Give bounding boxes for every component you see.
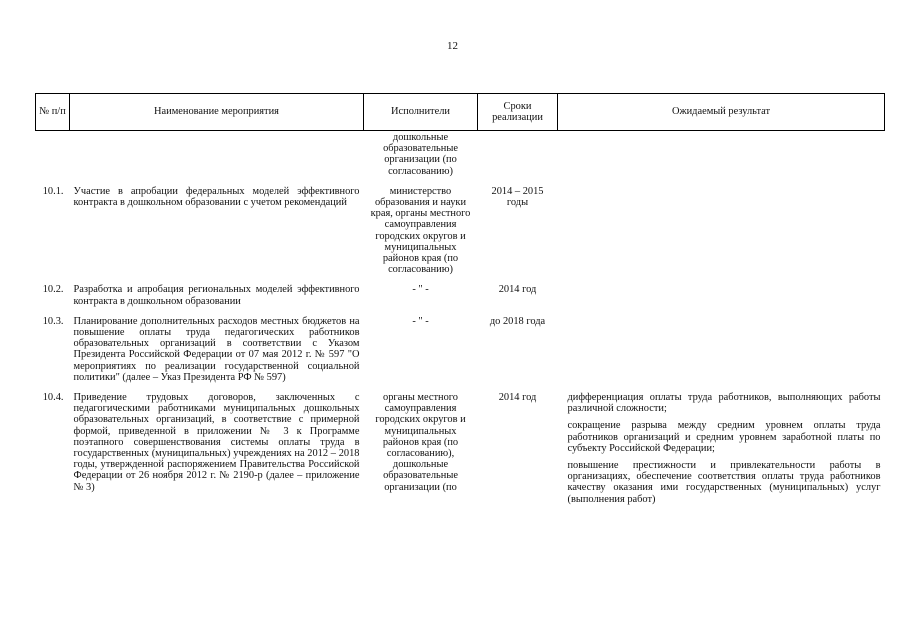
table-row	[36, 383, 885, 511]
row-measure-name: Разработка и апробация региональных моделей эффективного контракта в дошкольном образовании	[73, 284, 360, 307]
header-no: № п/п	[36, 94, 70, 131]
continuation-executors: дошкольные образовательные организации (по согласованию)	[383, 132, 458, 177]
row-number: 10.2.	[42, 284, 64, 296]
row-number: 10.4.	[42, 392, 64, 404]
header-result: Ожидаемый результат	[558, 94, 885, 131]
table-header-row	[36, 94, 885, 131]
row-results	[558, 383, 885, 511]
result-item: дифференциация оплаты труда работников, выполняющих работы различной сложности;	[567, 392, 881, 415]
table-row	[36, 177, 885, 276]
header-terms: Сроки реализации	[478, 94, 558, 131]
row-number: 10.1.	[42, 185, 64, 197]
result-item: сокращение разрыва между средним уровнем оплаты труда работников организаций и средним уровнем заработной платы по субъекту Российской Федерации;	[567, 420, 881, 454]
row-executors: - " -	[412, 315, 429, 327]
row-terms: 2014 – 2015 годы	[491, 185, 544, 209]
continuation-row	[36, 131, 885, 177]
row-executors: - " -	[412, 284, 429, 296]
row-measure-name: Приведение трудовых договоров, заключенных с педагогическими работниками муниципальных дошкольных образовательных организаций, в соответствие с примерной формой, приведенной в приложении № 3 к Программе поэтапного совершенствования системы оплаты труда в государственных (муниципальных) учреждениях на 2012 – 2018 годы, утвержденной распоряжением Правительства Российской Федерации от 26 ноября 2012 г. № 2190-р (далее – приложение № 3)	[73, 392, 360, 493]
table-row	[36, 275, 885, 306]
row-terms: до 2018 года	[489, 315, 546, 327]
row-executors: министерство образования и науки края, органы местного самоуправления городских округов и муниципальных районов края (по согласованию)	[370, 185, 471, 276]
page-number: 12	[447, 40, 458, 52]
row-number: 10.3.	[42, 315, 64, 327]
row-measure-name: Участие в апробации федеральных моделей эффективного контракта в дошкольном образовании с учетом рекомендаций	[73, 185, 360, 209]
row-measure-name: Планирование дополнительных расходов местных бюджетов на повышение оплаты труда педагогических работников образовательных организаций в соответствии с Указом Президента Российской Федерации от 07 мая 2012 г. № 597 "О мероприятиях по реализации государственной социальной политики" (далее – Указ Президента РФ № 597)	[73, 315, 360, 383]
header-executors: Исполнители	[364, 94, 478, 131]
row-terms: 2014 год	[498, 392, 537, 404]
measures-table	[35, 93, 885, 511]
result-item: повышение престижности и привлекательности работы в организациях, обеспечение соответствия оплаты труда работников качеству оказания ими государственных (муниципальных) услуг (выполнения работ)	[567, 460, 881, 505]
header-name: Наименование мероприятия	[70, 94, 364, 131]
row-terms: 2014 год	[498, 284, 537, 296]
row-executors: органы местного самоуправления городских округов и муниципальных районов края (по согласованию), дошкольные образовательные организации (по	[375, 392, 466, 493]
table-row	[36, 307, 885, 383]
